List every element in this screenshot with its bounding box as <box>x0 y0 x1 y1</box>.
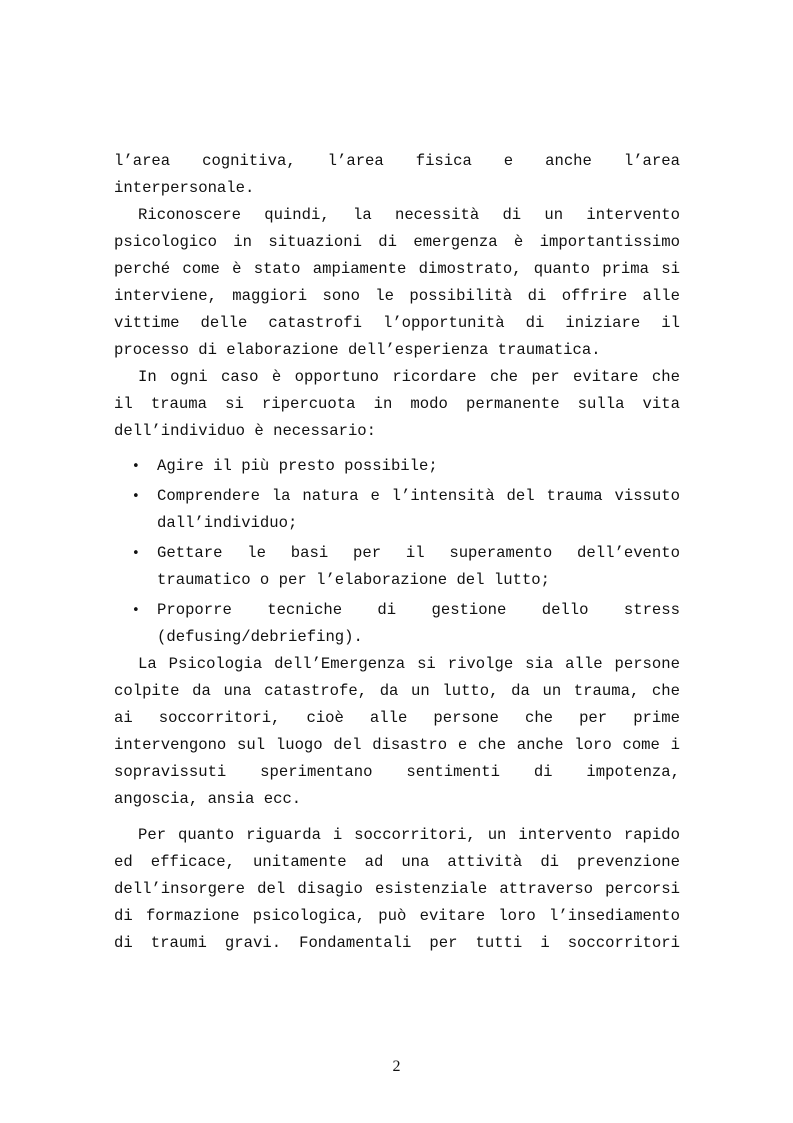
paragraph <box>114 364 680 445</box>
bullet-icon: • <box>132 489 140 504</box>
text-line: dell’individuo è necessario: <box>114 422 377 440</box>
text-line: interviene, maggiori sono le possibilità di offrire alle <box>114 287 680 305</box>
text-line: ai soccorritori, cioè alle persone che per prime <box>114 709 680 727</box>
text-line: (defusing/debriefing). <box>157 628 363 646</box>
text-line: psicologico in situazioni di emergenza è importantissimo <box>114 233 680 251</box>
paragraph <box>114 651 680 813</box>
text-line: di formazione psicologica, può evitare loro l’insediamento <box>114 907 680 925</box>
text-line: colpite da una catastrofe, da un lutto, da un trauma, che <box>114 682 680 700</box>
bullet-list <box>114 453 680 651</box>
text-line: angoscia, ansia ecc. <box>114 790 302 808</box>
page-number: 2 <box>392 1058 401 1075</box>
bullet-icon: • <box>132 603 140 618</box>
paragraph <box>114 822 680 957</box>
paragraph <box>114 148 680 202</box>
text-line: l’area cognitiva, l’area fisica e anche l’area <box>114 152 680 170</box>
text-line: Proporre tecniche di gestione dello stress <box>157 601 680 619</box>
text-line: ed efficace, unitamente ad una attività di prevenzione <box>114 853 680 871</box>
text-line: intervengono sul luogo del disastro e che anche loro come i <box>114 736 680 754</box>
list-item <box>114 453 680 480</box>
text-line: Agire il più presto possibile; <box>157 457 438 475</box>
text-line: traumatico o per l’elaborazione del lutto; <box>157 571 551 589</box>
text-line: dell’insorgere del disagio esistenziale attraverso percorsi <box>114 880 680 898</box>
text-line: Per quanto riguarda i soccorritori, un intervento rapido <box>138 826 680 844</box>
list-item <box>114 597 680 651</box>
text-line: In ogni caso è opportuno ricordare che per evitare che <box>138 368 680 386</box>
text-line: interpersonale. <box>114 179 255 197</box>
text-line: vittime delle catastrofi l’opportunità di iniziare il <box>114 314 680 332</box>
list-item <box>114 483 680 537</box>
list-item <box>114 540 680 594</box>
text-line: dall’individuo; <box>157 514 298 532</box>
paragraph <box>114 202 680 364</box>
body-text <box>114 148 680 957</box>
bullet-icon: • <box>132 546 140 561</box>
text-line: perché come è stato ampiamente dimostrato, quanto prima si <box>114 260 680 278</box>
text-line: sopravissuti sperimentano sentimenti di impotenza, <box>114 763 680 781</box>
text-line: processo di elaborazione dell’esperienza traumatica. <box>114 341 601 359</box>
text-line: Comprendere la natura e l’intensità del trauma vissuto <box>157 487 680 505</box>
text-line: il trauma si ripercuota in modo permanente sulla vita <box>114 395 680 413</box>
text-line: Gettare le basi per il superamento dell’evento <box>157 544 680 562</box>
text-line: La Psicologia dell’Emergenza si rivolge sia alle persone <box>138 655 680 673</box>
text-line: di traumi gravi. Fondamentali per tutti i soccorritori <box>114 934 680 952</box>
bullet-icon: • <box>132 459 140 474</box>
text-line: Riconoscere quindi, la necessità di un intervento <box>138 206 680 224</box>
